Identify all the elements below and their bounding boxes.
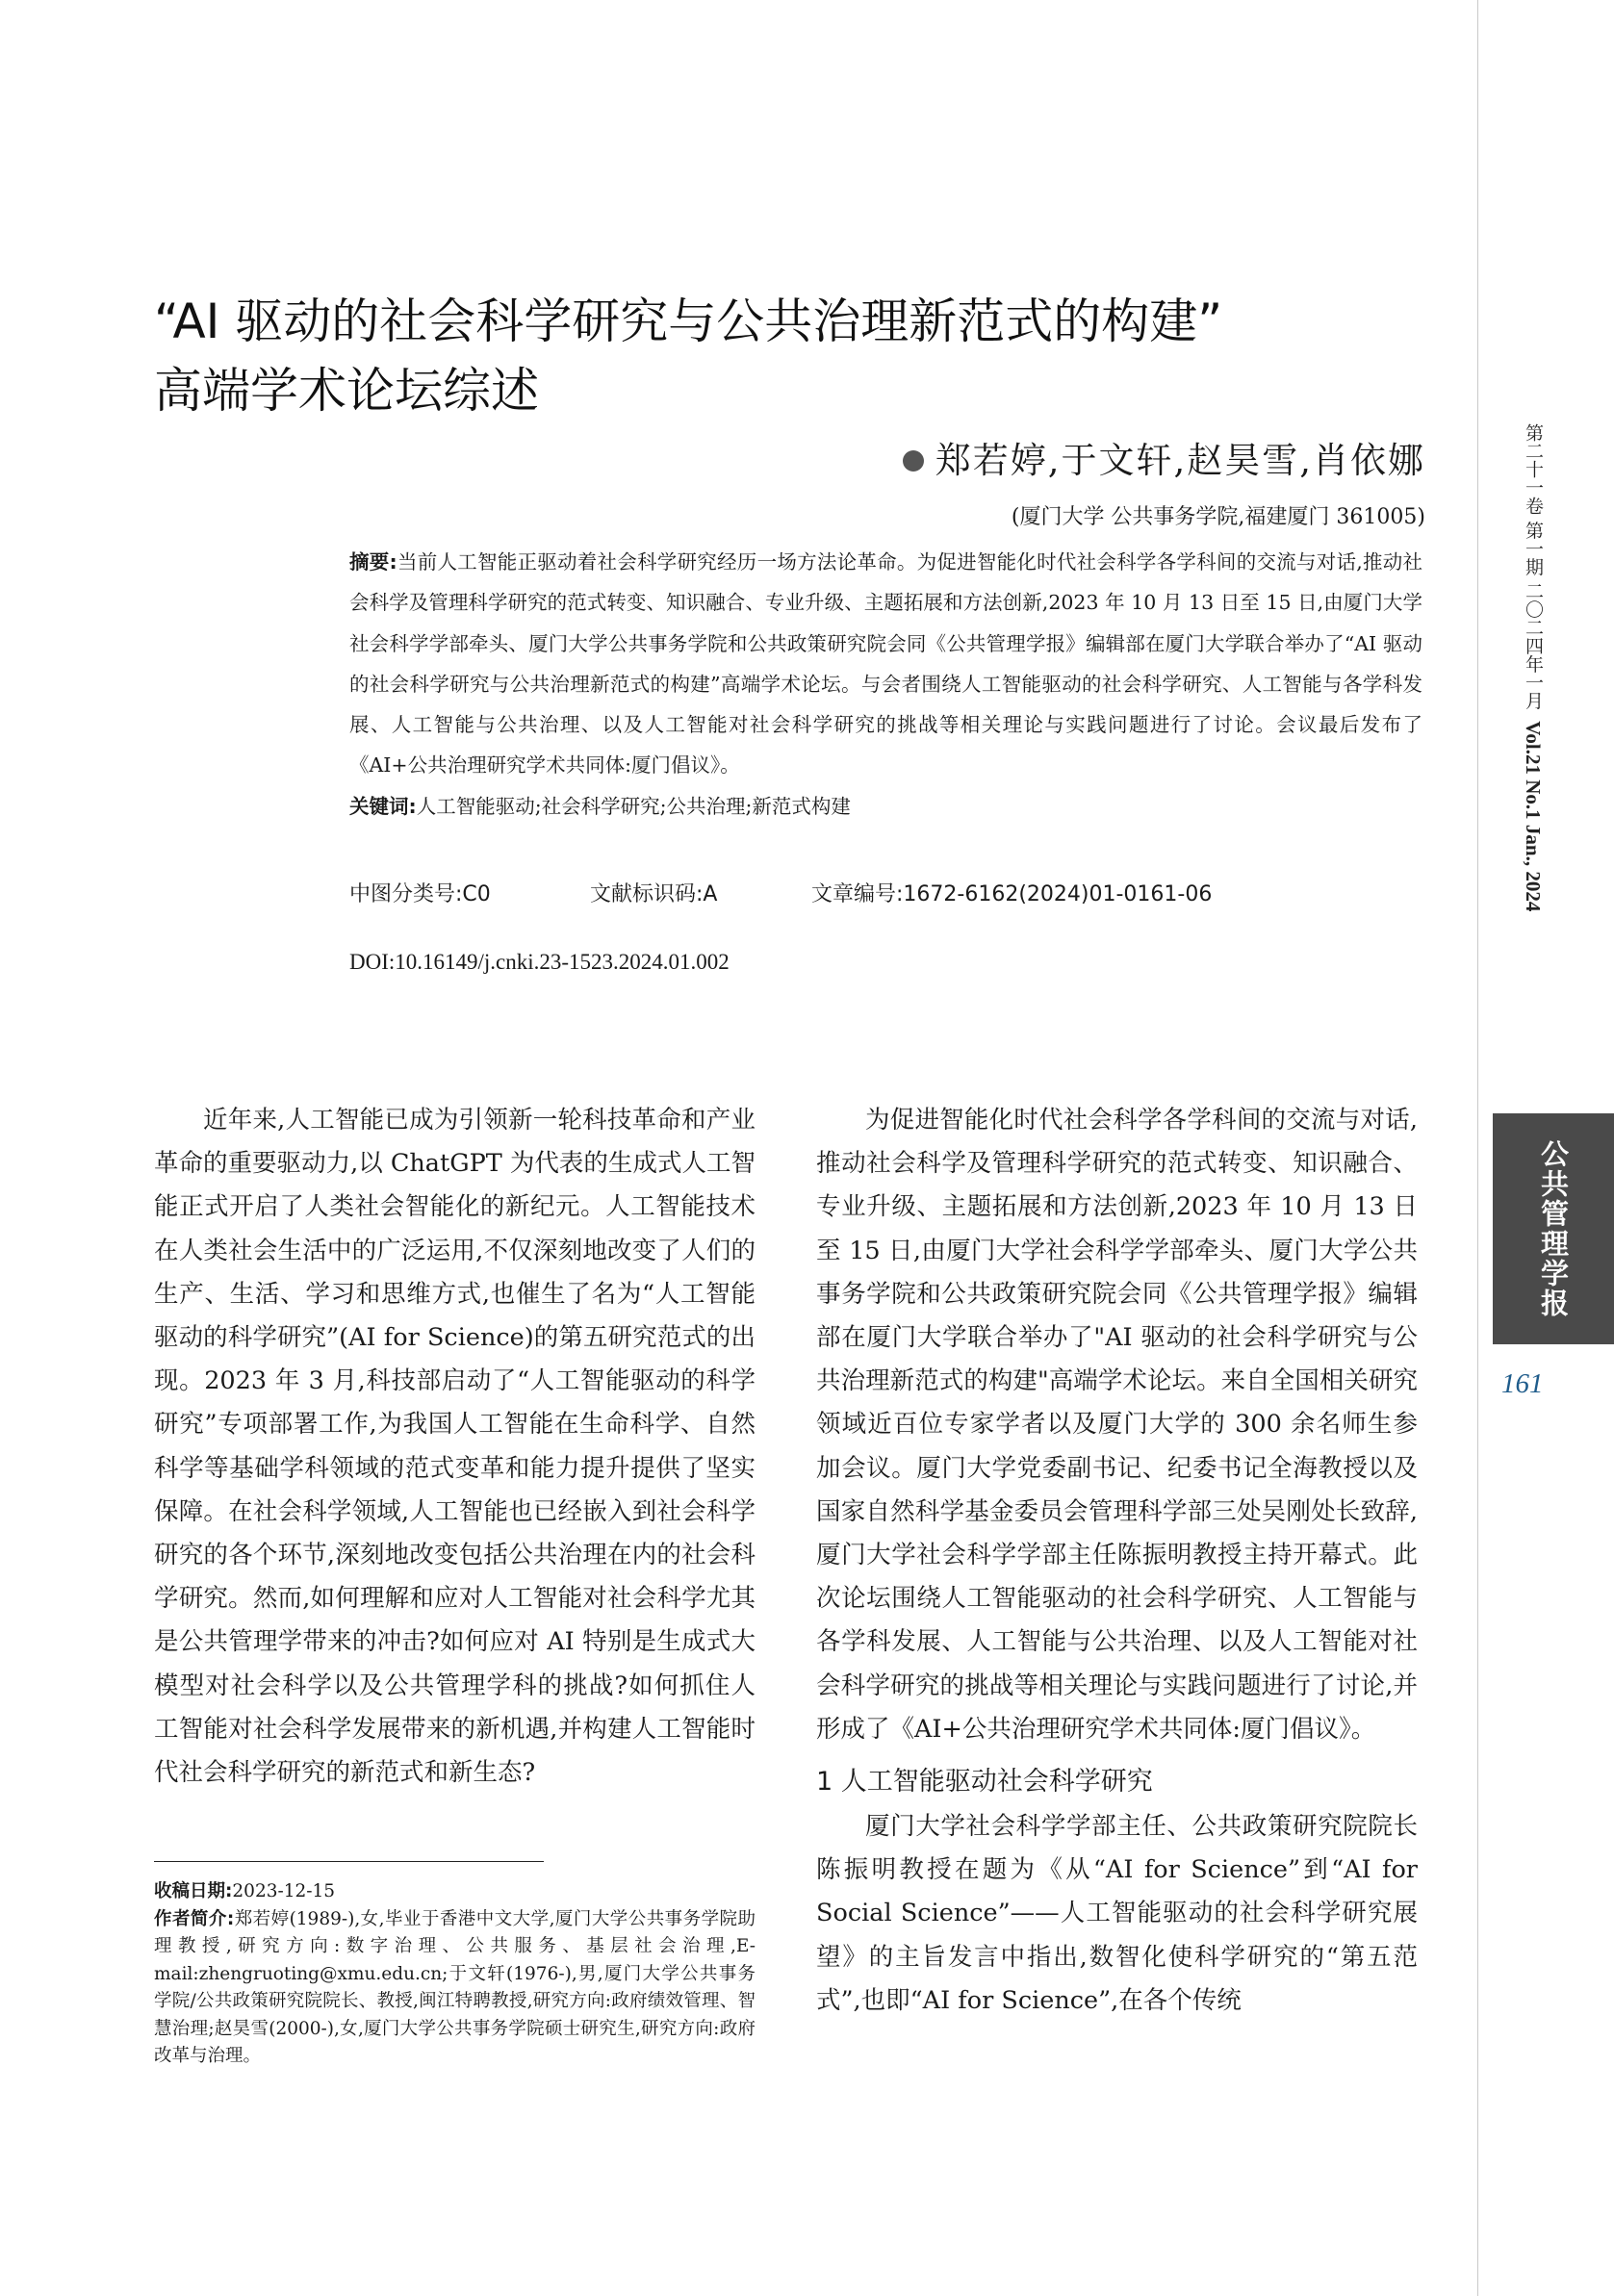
- keywords-line: [349, 786, 1422, 827]
- bullet-dot-icon: [903, 450, 924, 472]
- received-label: 收稿日期:: [154, 1881, 233, 1901]
- document-code: 文献标识码:A: [590, 882, 718, 906]
- author-bio-label: 作者简介:: [154, 1908, 235, 1929]
- affiliation: (厦门大学 公共事务学院,福建厦门 361005): [1011, 505, 1425, 529]
- abstract-label: 摘要:: [349, 550, 397, 574]
- footnote-divider: [154, 1861, 544, 1862]
- author-names: 郑若婷,于文轩,赵昊雪,肖依娜: [935, 440, 1425, 481]
- author-bio: [154, 1906, 756, 2071]
- clc-code: 中图分类号:C0: [349, 882, 491, 906]
- forum-paragraph: 为促进智能化时代社会科学各学科间的交流与对话,推动社会科学及管理科学研究的范式转变、知识融合、专业升级、主题拓展和方法创新,2023 年 10 月 13 日至 15 日,由厦门大学社会科学学部牵头、厦门大学公共事务学院和公共政策研究院会同《公共管理学报》编辑部在厦门大学联合举办了"AI 驱动的社会科学研究与公共治理新范式的构建"高端学术论坛。来自全国相关研究领域近百位专家学者以及厦门大学的 300 余名师生参加会议。厦门大学党委副书记、纪委书记全海教授以及国家自然科学基金委员会管理科学部三处吴刚处长致辞,厦门大学社会科学学部主任陈振明教授主持开幕式。此次论坛围绕人工智能驱动的社会科学研究、人工智能与各学科发展、人工智能与公共治理、以及人工智能对社会科学研究的挑战等相关理论与实践问题进行了讨论,并形成了《AI+公共治理研究学术共同体:厦门倡议》。: [816, 1106, 1418, 1744]
- received-date: [154, 1878, 756, 1906]
- article-title: [154, 287, 1463, 425]
- keywords-text: 人工智能驱动;社会科学研究;公共治理;新范式构建: [416, 794, 851, 818]
- section-heading-1: 1 人工智能驱动社会科学研究: [816, 1767, 1153, 1798]
- left-column: [154, 1099, 756, 1795]
- journal-name: 公共管理学报: [1537, 1139, 1570, 1318]
- doi: DOI:10.16149/j.cnki.23-1523.2024.01.002: [349, 950, 730, 974]
- abstract-text: 当前人工智能正驱动着社会科学研究经历一场方法论革命。为促进智能化时代社会科学各学科间的交流与对话,推动社会科学及管理科学研究的范式转变、知识融合、专业升级、主题拓展和方法创新,2023 年 10 月 13 日至 15 日,由厦门大学社会科学学部牵头、厦门大学公共事务学院和公共政策研究院会同《公共管理学报》编辑部在厦门大学联合举办了“AI 驱动的社会科学研究与公共治理新范式的构建”高端学术论坛。与会者围绕人工智能驱动的社会科学研究、人工智能与各学科发展、人工智能与公共治理、以及人工智能对社会科学研究的挑战等相关理论与实践问题进行了讨论。会议最后发布了《AI+公共治理研究学术共同体:厦门倡议》。: [349, 550, 1423, 778]
- sidebar-divider: [1477, 0, 1478, 2296]
- right-column: [816, 1099, 1418, 2023]
- abstract: [349, 542, 1422, 827]
- volume-info: [1517, 423, 1546, 911]
- page-number: 161: [1501, 1368, 1544, 1399]
- title-line-2: 高端学术论坛综述: [154, 363, 539, 419]
- volume-en: Vol.21 No.1 Jan., 2024: [1522, 721, 1545, 912]
- article-number: 文章编号:1672-6162(2024)01-0161-06: [811, 882, 1213, 906]
- intro-paragraph: 近年来,人工智能已成为引领新一轮科技革命和产业革命的重要驱动力,以 ChatGPT 为代表的生成式人工智能正式开启了人类社会智能化的新纪元。人工智能技术在人类社会生活中的广泛运用,不仅深刻地改变了人们的生产、生活、学习和思维方式,也催生了名为“人工智能驱动的科学研究”(AI for Science)的第五研究范式的出现。2023 年 3 月,科技部启动了“人工智能驱动的科学研究”专项部署工作,为我国人工智能在生命科学、自然科学等基础学科领域的范式变革和能力提升提供了坚实保障。在社会科学领域,人工智能也已经嵌入到社会科学研究的各个环节,深刻地改变包括公共治理在内的社会科学研究。然而,如何理解和应对人工智能对社会科学尤其是公共管理学带来的冲击?如何应对 AI 特别是生成式大模型对社会科学以及公共管理学科的挑战?如何抓住人工智能对社会科学发展带来的新机遇,并构建人工智能时代社会科学研究的新范式和新生态?: [154, 1106, 756, 1788]
- section-1-paragraph: 厦门大学社会科学学部主任、公共政策研究院院长陈振明教授在题为《从“AI for Science”到“AI for Social Science”——人工智能驱动的社会科学研究展望》的主旨发言中指出,数智化使科学研究的“第五范式”,也即“AI for Science”,在各个传统: [816, 1812, 1418, 2015]
- abstract-paragraph: [349, 542, 1422, 786]
- author-line: [903, 437, 1425, 485]
- keywords-label: 关键词:: [349, 794, 417, 818]
- title-line-1: “AI 驱动的社会科学研究与公共治理新范式的构建”: [154, 293, 1223, 349]
- author-bio-text: 郑若婷(1989-),女,毕业于香港中文大学,厦门大学公共事务学院助理教授,研究方向:数字治理、公共服务、基层社会治理,E-mail:zhengruoting@xmu.edu.cn;于文轩(1976-),男,厦门大学公共事务学院/公共政策研究院院长、教授,闽江特聘教授,研究方向:政府绩效管理、智慧治理;赵昊雪(2000-),女,厦门大学公共事务学院硕士研究生,研究方向:政府改革与治理。: [154, 1908, 756, 2066]
- received-value: 2023-12-15: [232, 1881, 336, 1901]
- classification-row: [349, 878, 1212, 912]
- journal-name-tab: [1493, 1113, 1614, 1344]
- volume-cn: 第二十一卷 第一期 二〇二四年一月: [1523, 423, 1544, 710]
- footnotes: [154, 1878, 756, 2071]
